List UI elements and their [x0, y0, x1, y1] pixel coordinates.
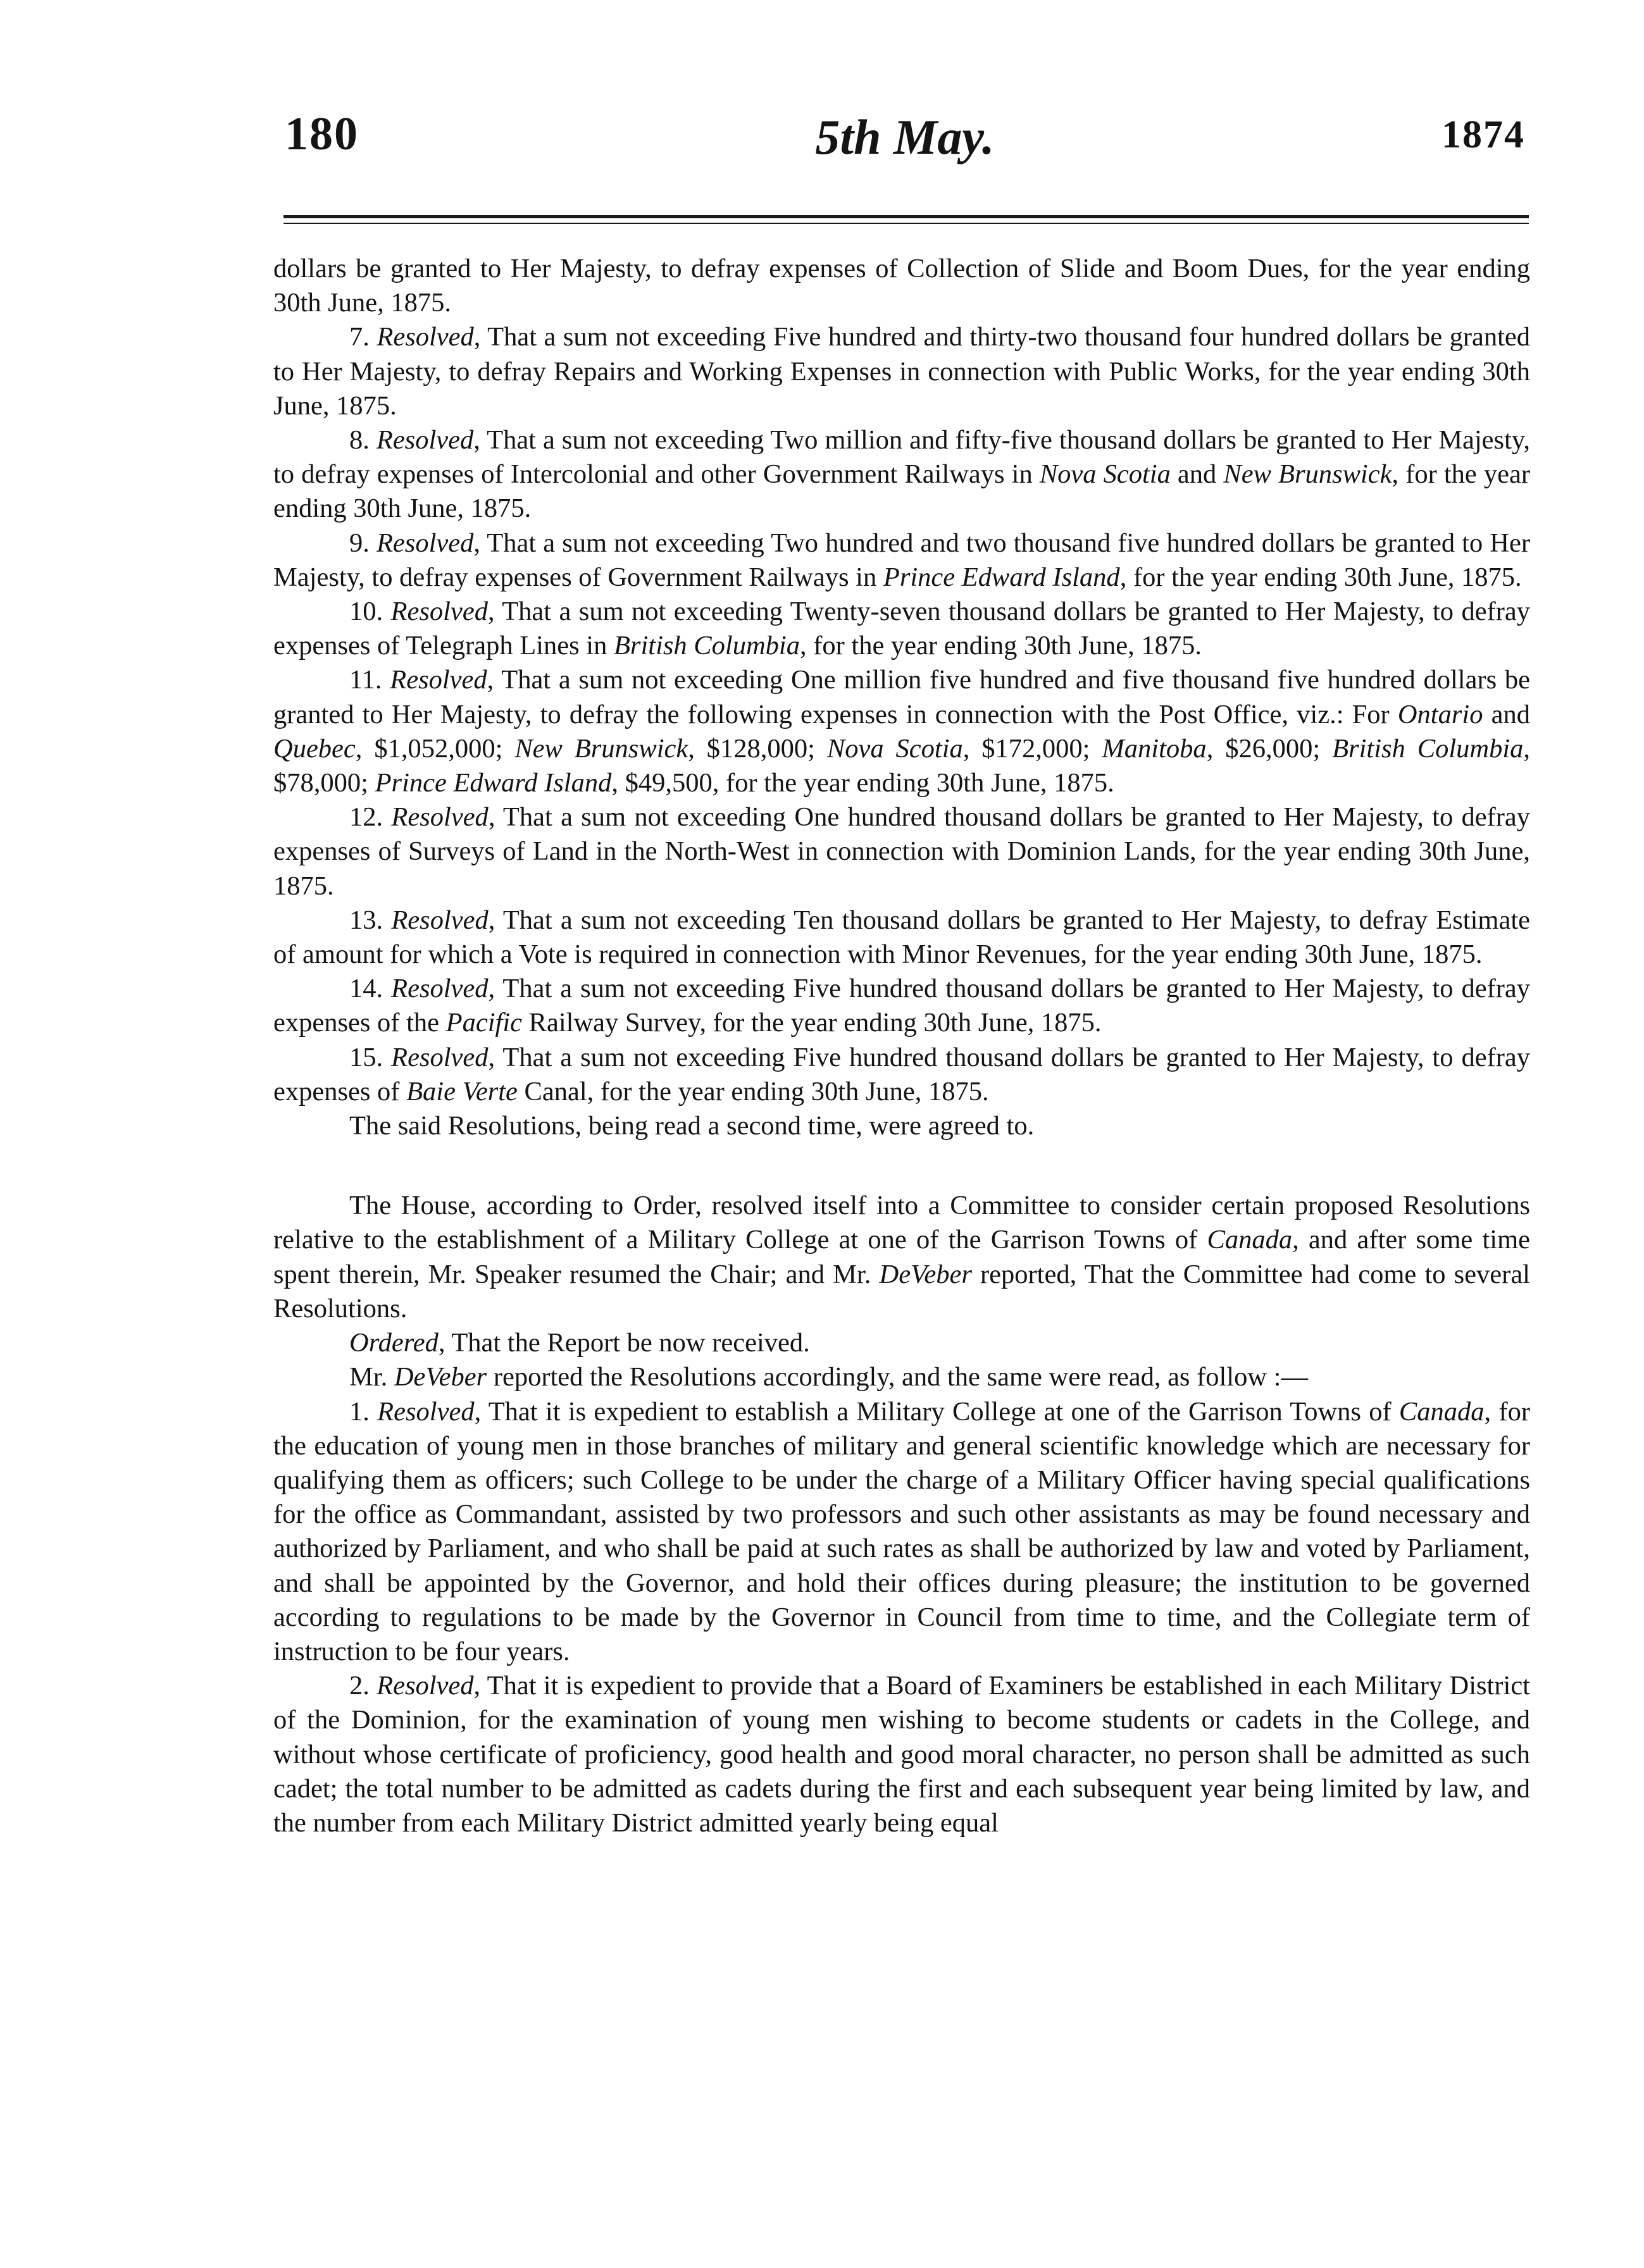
- paragraph: 10. Resolved, That a sum not exceeding Twenty-seven thousand dollars be granted to Her Majesty, to defray expenses of Telegraph Lines in British Columbia, for the year ending 30th June, 1875.: [273, 597, 1531, 661]
- paragraph: Mr. DeVeber reported the Resolutions accordingly, and the same were read, as follow :—: [349, 1362, 1308, 1392]
- paragraph: The House, according to Order, resolved itself into a Committee to consider certain proposed Resolutions relative to the establishment of a Military College at one of the Garrison Towns of Canada, and after some time spent therein, Mr. Speaker resumed the Chair; and Mr. DeVeber reported, That the Committee had come to several Resolutions.: [273, 1191, 1531, 1323]
- paragraph: 8. Resolved, That a sum not exceeding Two million and fifty-five thousand dollars be granted to Her Majesty, to defray expenses of Intercolonial and other Government Railways in Nova Scotia and New Brunswick, for the year ending 30th June, 1875.: [273, 425, 1530, 524]
- paragraph: The said Resolutions, being read a second time, were agreed to.: [349, 1111, 1035, 1141]
- section-gap: [273, 1143, 1530, 1189]
- header-rule-thin: [283, 223, 1529, 224]
- page-date-heading: 5th May.: [815, 109, 995, 164]
- page-header: [278, 108, 1531, 177]
- paragraph: 13. Resolved, That a sum not exceeding Ten thousand dollars be granted to Her Majesty, to defray Estimate of amount for which a Vote is required in connection with Minor Revenues, for the year ending 30th June, 1875.: [273, 905, 1530, 970]
- paragraph: 7. Resolved, That a sum not exceeding Five hundred and thirty-two thousand four hundred dollars be granted to Her Majesty, to defray Repairs and Working Expenses in connection with Public Works, for the year ending 30th June, 1875.: [273, 322, 1531, 421]
- paragraph: 14. Resolved, That a sum not exceeding Five hundred thousand dollars be granted to Her Majesty, to defray expenses of the Pacific Railway Survey, for the year ending 30th June, 1875.: [273, 974, 1531, 1038]
- journal-body: [273, 252, 1530, 1840]
- paragraph: Ordered, That the Report be now received.: [349, 1328, 810, 1358]
- paragraph: 1. Resolved, That it is expedient to establish a Military College at one of the Garrison Towns of Canada, for the education of young men in those branches of military and general scientific knowledge which are necessary for qualifying them as officers; such College to be under the charge of a Military Officer having special qualifications for the office as Commandant, assisted by two professors and such other assistants as may be found necessary and authorized by Parliament, and who shall be paid at such rates as shall be authorized by law and voted by Parliament, and shall be appointed by the Governor, and hold their offices during pleasure; the institution to be governed according to regulations to be made by the Governor in Council from time to time, and the Collegiate term of instruction to be four years.: [273, 1396, 1530, 1666]
- paragraph: dollars be granted to Her Majesty, to defray expenses of Collection of Slide and Boom Dues, for the year ending 30th June, 1875.: [273, 254, 1530, 318]
- paragraph: 9. Resolved, That a sum not exceeding Two hundred and two thousand five hundred dollars be granted to Her Majesty, to defray expenses of Government Railways in Prince Edward Island, for the year ending 30th June, 1875.: [273, 528, 1531, 592]
- paragraph: 15. Resolved, That a sum not exceeding Five hundred thousand dollars be granted to Her Majesty, to defray expenses of Baie Verte Canal, for the year ending 30th June, 1875.: [273, 1042, 1531, 1106]
- paragraph: 12. Resolved, That a sum not exceeding One hundred thousand dollars be granted to Her Majesty, to defray expenses of Surveys of Land in the North-West in connection with Dominion Lands, for the year ending 30th June, 1875.: [273, 802, 1531, 901]
- paragraph: 2. Resolved, That it is expedient to provide that a Board of Examiners be established in each Military District of the Dominion, for the examination of young men wishing to become students or cadets in the College, and without whose certificate of proficiency, good health and good moral character, no person shall be admitted as such cadet; the total number to be admitted as cadets during the first and each subsequent year being limited by law, and the number from each Military District admitted yearly being equal: [273, 1671, 1530, 1838]
- page-year: 1874: [1442, 113, 1525, 156]
- paragraph: 11. Resolved, That a sum not exceeding One million five hundred and five thousand five hundred dollars be granted to Her Majesty, to defray the following expenses in connection with the Post Office, viz.: For Ontario and Quebec, $1,052,000; New Brunswick, $128,000; Nova Scotia, $172,000; Manitoba, $26,000; British Columbia, $78,000; Prince Edward Island, $49,500, for the year ending 30th June, 1875.: [273, 665, 1531, 798]
- page-number: 180: [285, 108, 359, 160]
- header-rule-thick: [283, 215, 1529, 218]
